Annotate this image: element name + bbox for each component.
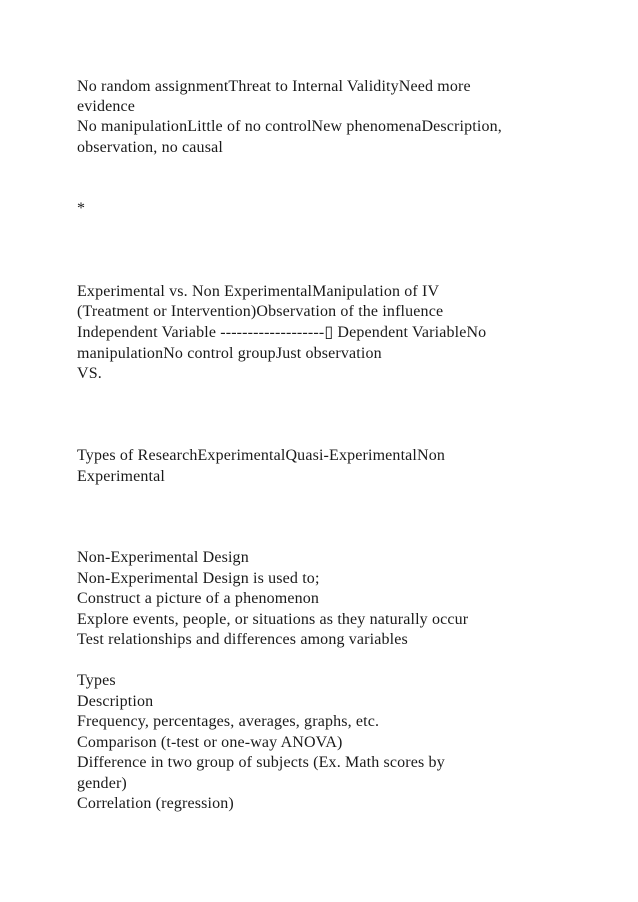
text-line: Independent Variable -------------------▯ Dependent VariableNo [77, 324, 487, 341]
text-line: (Treatment or Intervention)Observation of the influence [77, 303, 444, 320]
text-line: observation, no causal [77, 139, 223, 156]
text-line: VS. [77, 365, 102, 382]
text-line: Types [77, 672, 116, 689]
text-line: evidence [77, 98, 136, 115]
text-line: Correlation (regression) [77, 795, 234, 812]
text-line: Comparison (t-test or one-way ANOVA) [77, 734, 343, 751]
text-line: Experimental [77, 468, 165, 485]
text-line: Difference in two group of subjects (Ex. Math scores by [77, 754, 445, 771]
text-line: Types of ResearchExperimentalQuasi-ExperimentalNon [77, 447, 446, 464]
text-line: Non-Experimental Design is used to; [77, 570, 320, 587]
text-line: No manipulationLittle of no controlNew phenomenaDescription, [77, 118, 502, 135]
text-line: Construct a picture of a phenomenon [77, 590, 320, 607]
text-line: Description [77, 693, 154, 710]
text-line: Test relationships and differences among variables [77, 631, 408, 648]
text-line: Explore events, people, or situations as they naturally occur [77, 611, 469, 628]
text-line: gender) [77, 775, 127, 792]
text-line: * [77, 200, 86, 217]
text-line: No random assignmentThreat to Internal ValidityNeed more [77, 78, 471, 95]
text-line: manipulationNo control groupJust observation [77, 345, 382, 362]
text-line: Experimental vs. Non ExperimentalManipulation of IV [77, 283, 440, 300]
text-line: Non-Experimental Design [77, 549, 249, 566]
text-line: Frequency, percentages, averages, graphs, etc. [77, 713, 380, 730]
